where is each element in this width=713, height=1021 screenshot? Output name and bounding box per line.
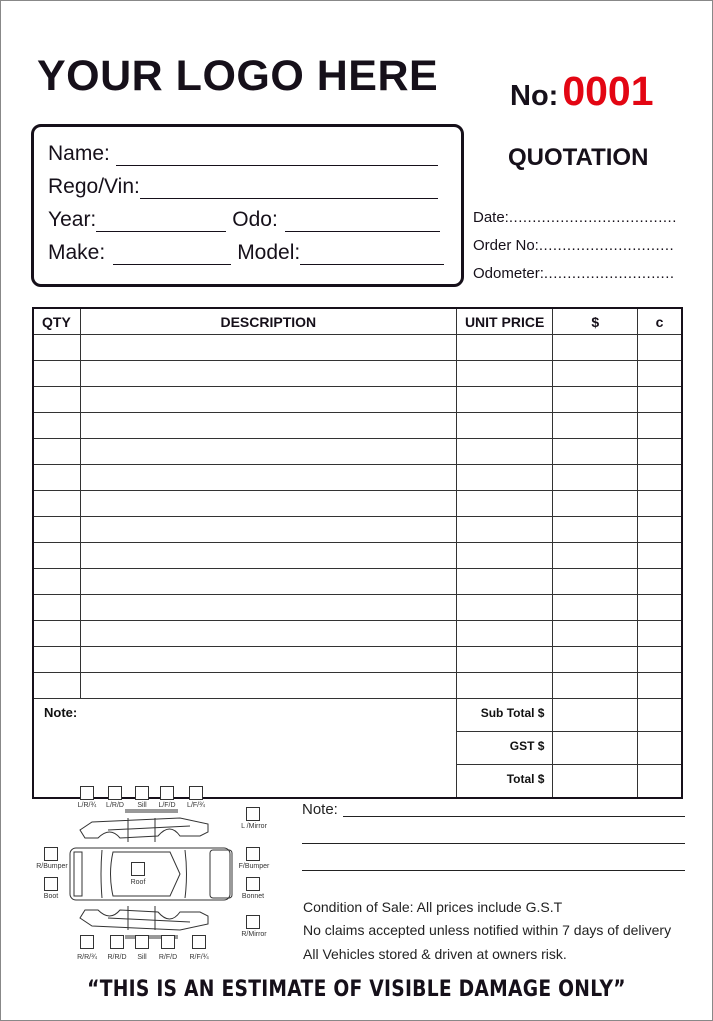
table-row xyxy=(33,465,682,491)
check-lr-quarter[interactable] xyxy=(80,786,94,800)
date-field[interactable] xyxy=(473,209,677,226)
name-input-line[interactable] xyxy=(116,147,438,166)
check-rr-quarter[interactable] xyxy=(80,935,94,949)
odo-label: Odo: xyxy=(232,208,278,231)
dollars-cell[interactable] xyxy=(553,647,638,673)
table-row xyxy=(33,361,682,387)
dollars-cell[interactable] xyxy=(553,439,638,465)
unit-price-cell[interactable] xyxy=(456,335,553,361)
unit-price-cell[interactable] xyxy=(456,517,553,543)
note-line-3[interactable] xyxy=(302,870,685,871)
table-row xyxy=(33,621,682,647)
check-rfd[interactable] xyxy=(161,935,175,949)
label-lr-quarter: L/R/¾ xyxy=(77,802,97,809)
qty-cell[interactable] xyxy=(33,543,80,569)
header-description: DESCRIPTION xyxy=(80,308,456,335)
check-lrd[interactable] xyxy=(108,786,122,800)
cents-cell[interactable] xyxy=(638,673,682,699)
label-rf-quarter: R/F/¾ xyxy=(189,954,209,961)
label-r-bumper: R/Bumper xyxy=(36,863,68,870)
cents-cell[interactable] xyxy=(638,361,682,387)
order-no-field[interactable] xyxy=(473,237,674,254)
subtotal-dollars-cell[interactable] xyxy=(553,699,638,732)
name-field[interactable] xyxy=(48,142,438,166)
gst-dollars-cell[interactable] xyxy=(553,732,638,765)
label-lf-quarter: L/F/¾ xyxy=(187,802,205,809)
unit-price-cell[interactable] xyxy=(456,569,553,595)
label-l-mirror: L /Mirror xyxy=(241,823,267,830)
bottom-note-label: Note: xyxy=(302,801,338,818)
total-label: Total $ xyxy=(456,765,553,799)
table-row xyxy=(33,335,682,361)
gst-label: GST $ xyxy=(456,732,553,765)
label-rfd: R/F/D xyxy=(158,954,178,961)
table-row xyxy=(33,387,682,413)
check-rf-quarter[interactable] xyxy=(192,935,206,949)
check-f-bumper[interactable] xyxy=(246,847,260,861)
description-cell[interactable] xyxy=(80,335,456,361)
check-lf-quarter[interactable] xyxy=(189,786,203,800)
table-row xyxy=(33,569,682,595)
date-label: Date: xyxy=(473,209,509,226)
label-sill-right: Sill xyxy=(137,954,147,961)
dollars-cell[interactable] xyxy=(553,517,638,543)
unit-price-cell[interactable] xyxy=(456,439,553,465)
cents-cell[interactable] xyxy=(638,595,682,621)
unit-price-cell[interactable] xyxy=(456,621,553,647)
estimate-disclaimer-banner: “THIS IS AN ESTIMATE OF VISIBLE DAMAGE ONLY” xyxy=(87,977,626,1002)
condition-line-1: Condition of Sale: All prices include G.S.T xyxy=(303,899,563,915)
gst-cents-cell[interactable] xyxy=(638,732,682,765)
unit-price-cell[interactable] xyxy=(456,465,553,491)
year-input-line[interactable] xyxy=(96,213,226,232)
note-line-1[interactable] xyxy=(343,816,685,817)
qty-cell[interactable] xyxy=(33,595,80,621)
note-line-2[interactable] xyxy=(302,843,685,844)
dollars-cell[interactable] xyxy=(553,621,638,647)
qty-cell[interactable] xyxy=(33,361,80,387)
dollars-cell[interactable] xyxy=(553,387,638,413)
qty-cell[interactable] xyxy=(33,673,80,699)
qty-cell[interactable] xyxy=(33,413,80,439)
qty-cell[interactable] xyxy=(33,465,80,491)
header-cents: c xyxy=(638,308,682,335)
total-cents-cell[interactable] xyxy=(638,765,682,799)
unit-price-cell[interactable] xyxy=(456,543,553,569)
description-cell[interactable] xyxy=(80,673,456,699)
description-cell[interactable] xyxy=(80,569,456,595)
dollars-cell[interactable] xyxy=(553,465,638,491)
unit-price-cell[interactable] xyxy=(456,673,553,699)
cents-cell[interactable] xyxy=(638,621,682,647)
label-bonnet: Bonnet xyxy=(241,893,265,900)
label-f-bumper: F/Bumper xyxy=(238,863,270,870)
unit-price-cell[interactable] xyxy=(456,387,553,413)
odometer-dots: ............................ xyxy=(543,265,675,282)
order-no-label: Order No: xyxy=(473,237,539,254)
make-label: Make: xyxy=(48,241,106,264)
check-bonnet[interactable] xyxy=(246,877,260,891)
qty-cell[interactable] xyxy=(33,491,80,517)
check-lfd[interactable] xyxy=(160,786,174,800)
check-roof[interactable] xyxy=(131,862,145,876)
quote-number xyxy=(510,68,654,115)
order-no-dots: ............................. xyxy=(538,237,675,254)
unit-price-cell[interactable] xyxy=(456,413,553,439)
cents-cell[interactable] xyxy=(638,335,682,361)
description-cell[interactable] xyxy=(80,439,456,465)
logo-placeholder: YOUR LOGO HERE xyxy=(37,52,439,100)
dollars-cell[interactable] xyxy=(553,491,638,517)
qty-cell[interactable] xyxy=(33,335,80,361)
label-boot: Boot xyxy=(43,893,59,900)
label-rrd: R/R/D xyxy=(107,954,127,961)
check-rrd[interactable] xyxy=(110,935,124,949)
customer-details-box xyxy=(31,124,464,287)
subtotal-cents-cell[interactable] xyxy=(638,699,682,732)
description-cell[interactable] xyxy=(80,361,456,387)
rego-field[interactable] xyxy=(48,175,438,199)
header-dollars: $ xyxy=(553,308,638,335)
label-roof: Roof xyxy=(130,879,146,886)
table-row xyxy=(33,673,682,699)
cents-cell[interactable] xyxy=(638,569,682,595)
odo-input-line[interactable] xyxy=(285,213,440,232)
odometer-label: Odometer: xyxy=(473,265,544,282)
bottom-note-field[interactable] xyxy=(302,801,338,818)
qty-cell[interactable] xyxy=(33,387,80,413)
dollars-cell[interactable] xyxy=(553,569,638,595)
date-dots: .................................... xyxy=(508,209,677,226)
qty-cell[interactable] xyxy=(33,621,80,647)
qty-cell[interactable] xyxy=(33,647,80,673)
cents-cell[interactable] xyxy=(638,517,682,543)
unit-price-cell[interactable] xyxy=(456,647,553,673)
subtotal-row xyxy=(33,699,682,732)
odometer-field[interactable] xyxy=(473,265,675,282)
condition-line-3: All Vehicles stored & driven at owners risk. xyxy=(303,946,567,962)
name-label: Name: xyxy=(48,142,110,165)
model-label: Model: xyxy=(237,241,301,264)
unit-price-cell[interactable] xyxy=(456,595,553,621)
cents-cell[interactable] xyxy=(638,543,682,569)
car-outline-icon xyxy=(30,780,280,970)
description-cell[interactable] xyxy=(80,621,456,647)
header-unit-price: UNIT PRICE xyxy=(456,308,553,335)
label-sill-left: Sill xyxy=(137,802,147,809)
dollars-cell[interactable] xyxy=(553,595,638,621)
unit-price-cell[interactable] xyxy=(456,361,553,387)
header-qty: QTY xyxy=(33,308,80,335)
dollars-cell[interactable] xyxy=(553,543,638,569)
table-row xyxy=(33,413,682,439)
rego-label: Rego/Vin: xyxy=(48,175,140,198)
dollars-cell[interactable] xyxy=(553,335,638,361)
check-r-bumper[interactable] xyxy=(44,847,58,861)
table-note-label: Note: xyxy=(44,705,78,720)
qty-cell[interactable] xyxy=(33,517,80,543)
quote-number-label: No: xyxy=(510,80,559,112)
description-cell[interactable] xyxy=(80,387,456,413)
vehicle-damage-diagram xyxy=(30,780,280,970)
description-cell[interactable] xyxy=(80,491,456,517)
cents-cell[interactable] xyxy=(638,491,682,517)
table-row xyxy=(33,439,682,465)
description-cell[interactable] xyxy=(80,647,456,673)
line-items-table xyxy=(32,307,683,799)
unit-price-cell[interactable] xyxy=(456,491,553,517)
total-dollars-cell[interactable] xyxy=(553,765,638,799)
description-cell[interactable] xyxy=(80,543,456,569)
table-row xyxy=(33,595,682,621)
qty-cell[interactable] xyxy=(33,439,80,465)
table-row xyxy=(33,517,682,543)
check-sill-right[interactable] xyxy=(135,935,149,949)
label-lfd: L/F/D xyxy=(158,802,176,809)
label-r-mirror: R/Mirror xyxy=(241,931,267,938)
subtotal-label: Sub Total $ xyxy=(456,699,553,732)
model-input-line[interactable] xyxy=(300,246,444,265)
description-cell[interactable] xyxy=(80,595,456,621)
condition-line-2: No claims accepted unless notified within 7 days of delivery xyxy=(303,922,672,938)
label-rr-quarter: R/R/¾ xyxy=(77,954,97,961)
make-input-line[interactable] xyxy=(113,246,231,265)
check-sill-left[interactable] xyxy=(135,786,149,800)
year-odo-field[interactable] xyxy=(48,208,440,232)
cents-cell[interactable] xyxy=(638,387,682,413)
check-r-mirror[interactable] xyxy=(246,915,260,929)
description-cell[interactable] xyxy=(80,413,456,439)
qty-cell[interactable] xyxy=(33,569,80,595)
rego-input-line[interactable] xyxy=(140,180,438,199)
table-row xyxy=(33,491,682,517)
table-header-row xyxy=(33,308,682,335)
table-row xyxy=(33,543,682,569)
cents-cell[interactable] xyxy=(638,413,682,439)
dollars-cell[interactable] xyxy=(553,413,638,439)
cents-cell[interactable] xyxy=(638,439,682,465)
dollars-cell[interactable] xyxy=(553,673,638,699)
check-l-mirror[interactable] xyxy=(246,807,260,821)
check-boot[interactable] xyxy=(44,877,58,891)
cents-cell[interactable] xyxy=(638,647,682,673)
label-lrd: L/R/D xyxy=(106,802,124,809)
table-row xyxy=(33,647,682,673)
quote-number-value: 0001 xyxy=(562,68,654,114)
description-cell[interactable] xyxy=(80,465,456,491)
year-label: Year: xyxy=(48,208,97,231)
dollars-cell[interactable] xyxy=(553,361,638,387)
document-title: QUOTATION xyxy=(508,144,649,171)
cents-cell[interactable] xyxy=(638,465,682,491)
make-model-field[interactable] xyxy=(48,241,444,265)
description-cell[interactable] xyxy=(80,517,456,543)
